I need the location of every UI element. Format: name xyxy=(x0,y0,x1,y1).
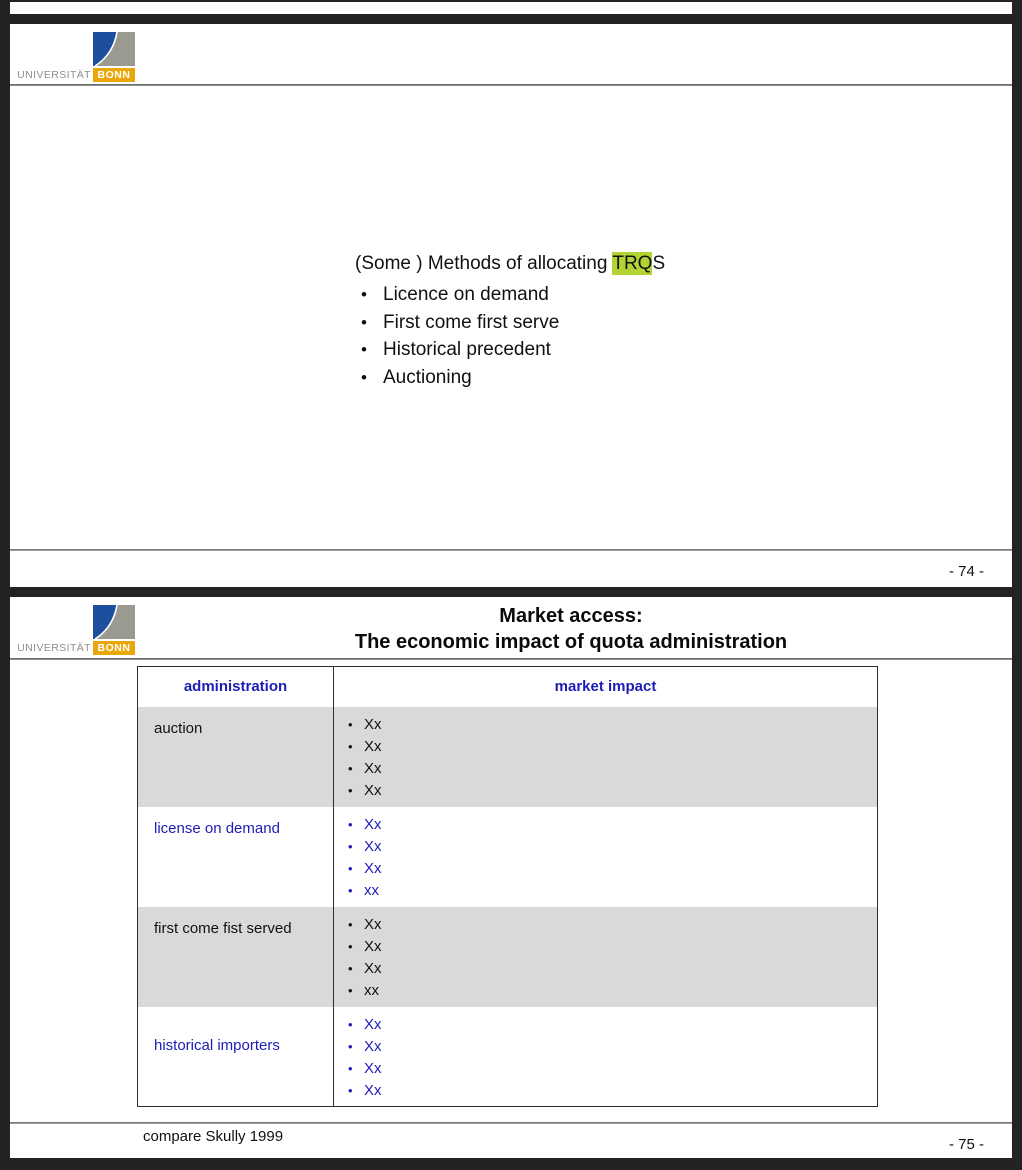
table-header-row xyxy=(138,667,878,707)
impact-item xyxy=(348,714,877,736)
impact-item xyxy=(348,936,877,958)
impact-item-label: Xx xyxy=(364,1059,382,1077)
uni-bonn-logo-mark-icon xyxy=(93,32,135,66)
method-item xyxy=(355,309,559,337)
impact-item-label: Xx xyxy=(364,915,382,933)
impact-item xyxy=(348,858,877,880)
slide-page-74 xyxy=(10,24,1012,587)
impact-item xyxy=(348,958,877,980)
uni-bonn-logo-mark-icon xyxy=(93,605,135,639)
impact-item-label: xx xyxy=(364,881,379,899)
impact-item xyxy=(348,980,877,1002)
impact-item xyxy=(348,1036,877,1058)
table-row xyxy=(138,907,878,1007)
market-impact-cell xyxy=(334,1007,878,1107)
administration-cell: first come fist served xyxy=(138,907,334,1007)
uni-bonn-logo xyxy=(10,597,150,659)
impact-item-label: Xx xyxy=(364,1037,382,1055)
bullet-icon: • xyxy=(348,860,353,876)
impact-item xyxy=(348,880,877,902)
bullet-icon: • xyxy=(361,367,367,387)
page-number: - 75 - xyxy=(948,1136,984,1153)
impact-item-label: Xx xyxy=(364,1081,382,1099)
method-item-label: Auctioning xyxy=(383,366,472,388)
slide-title xyxy=(355,253,665,275)
impact-item-label: Xx xyxy=(364,759,382,777)
bullet-icon: • xyxy=(348,738,353,754)
bullet-icon: • xyxy=(348,716,353,732)
highlighted-text: TRQ xyxy=(612,253,653,274)
impact-item-label: Xx xyxy=(364,815,382,833)
col-header-administration: administration xyxy=(138,667,334,707)
title-line-1: Market access: xyxy=(499,605,643,627)
impact-item xyxy=(348,914,877,936)
method-item-label: Historical precedent xyxy=(383,339,551,360)
title-line-2: The economic impact of quota administration xyxy=(354,631,788,653)
bullet-icon: • xyxy=(348,938,353,954)
col-header-market-impact: market impact xyxy=(334,667,878,707)
impact-item xyxy=(348,1058,877,1080)
bullet-icon: • xyxy=(348,816,353,832)
impact-item-label: Xx xyxy=(364,715,382,733)
bullet-icon: • xyxy=(348,760,353,776)
bullet-icon: • xyxy=(348,782,353,798)
table-row xyxy=(138,1007,878,1107)
bullet-icon: • xyxy=(348,882,353,898)
bullet-icon: • xyxy=(348,838,353,854)
quota-table-body xyxy=(138,707,878,1107)
impact-item xyxy=(348,1080,877,1102)
impact-item-label: Xx xyxy=(364,737,382,755)
bullet-icon: • xyxy=(348,1038,353,1054)
impact-item xyxy=(348,814,877,836)
bullet-icon: • xyxy=(361,285,367,304)
impact-item-label: Xx xyxy=(364,937,382,955)
impact-item-label: Xx xyxy=(364,837,382,855)
bullet-icon: • xyxy=(348,916,353,932)
uni-bonn-logo xyxy=(10,24,150,86)
methods-list xyxy=(355,281,559,391)
method-item-label: Licence on demand xyxy=(383,284,549,305)
bullet-icon: • xyxy=(348,1082,353,1098)
logo-university-text: UNIVERSITÄT xyxy=(17,642,91,654)
market-impact-cell xyxy=(334,707,878,807)
method-item xyxy=(355,364,559,392)
footer-divider xyxy=(10,1122,1012,1124)
footer-divider xyxy=(10,549,1012,551)
impact-item xyxy=(348,1014,877,1036)
bullet-icon: • xyxy=(348,1016,353,1032)
bullet-icon: • xyxy=(348,982,353,998)
market-impact-cell xyxy=(334,807,878,907)
impact-item xyxy=(348,736,877,758)
administration-cell: auction xyxy=(138,707,334,807)
impact-item-label: Xx xyxy=(364,859,382,877)
bullet-icon: • xyxy=(348,960,353,976)
logo-university-text: UNIVERSITÄT xyxy=(17,69,91,81)
header-divider xyxy=(10,658,1012,660)
administration-cell: license on demand xyxy=(138,807,334,907)
logo-bonn-badge: BONN xyxy=(93,641,135,655)
market-impact-cell xyxy=(334,907,878,1007)
impact-item xyxy=(348,780,877,802)
impact-item xyxy=(348,758,877,780)
impact-item-label: xx xyxy=(364,981,379,999)
slide-page-75 xyxy=(10,597,1012,1158)
method-item xyxy=(355,281,559,309)
title-suffix: S xyxy=(652,253,666,274)
impact-item-label: Xx xyxy=(364,959,382,977)
page-number: - 74 - xyxy=(948,563,984,580)
impact-item xyxy=(348,836,877,858)
previous-page-fragment xyxy=(10,2,1012,14)
method-item-label: First come first serve xyxy=(383,311,560,333)
bullet-icon: • xyxy=(361,340,367,359)
logo-bonn-badge: BONN xyxy=(93,68,135,82)
title-text: (Some ) Methods of allocating xyxy=(355,253,613,274)
impact-item-label: Xx xyxy=(364,781,382,799)
administration-cell: historical importers xyxy=(138,1007,334,1107)
bullet-icon: • xyxy=(348,1060,353,1076)
impact-item-label: Xx xyxy=(364,1015,382,1033)
table-row xyxy=(138,807,878,907)
method-item xyxy=(355,336,559,364)
table-row xyxy=(138,707,878,807)
header-divider xyxy=(10,84,1012,86)
bullet-icon: • xyxy=(361,312,367,332)
slide-title xyxy=(140,603,1002,655)
quota-administration-table xyxy=(137,666,878,1107)
citation: compare Skully 1999 xyxy=(143,1128,284,1145)
